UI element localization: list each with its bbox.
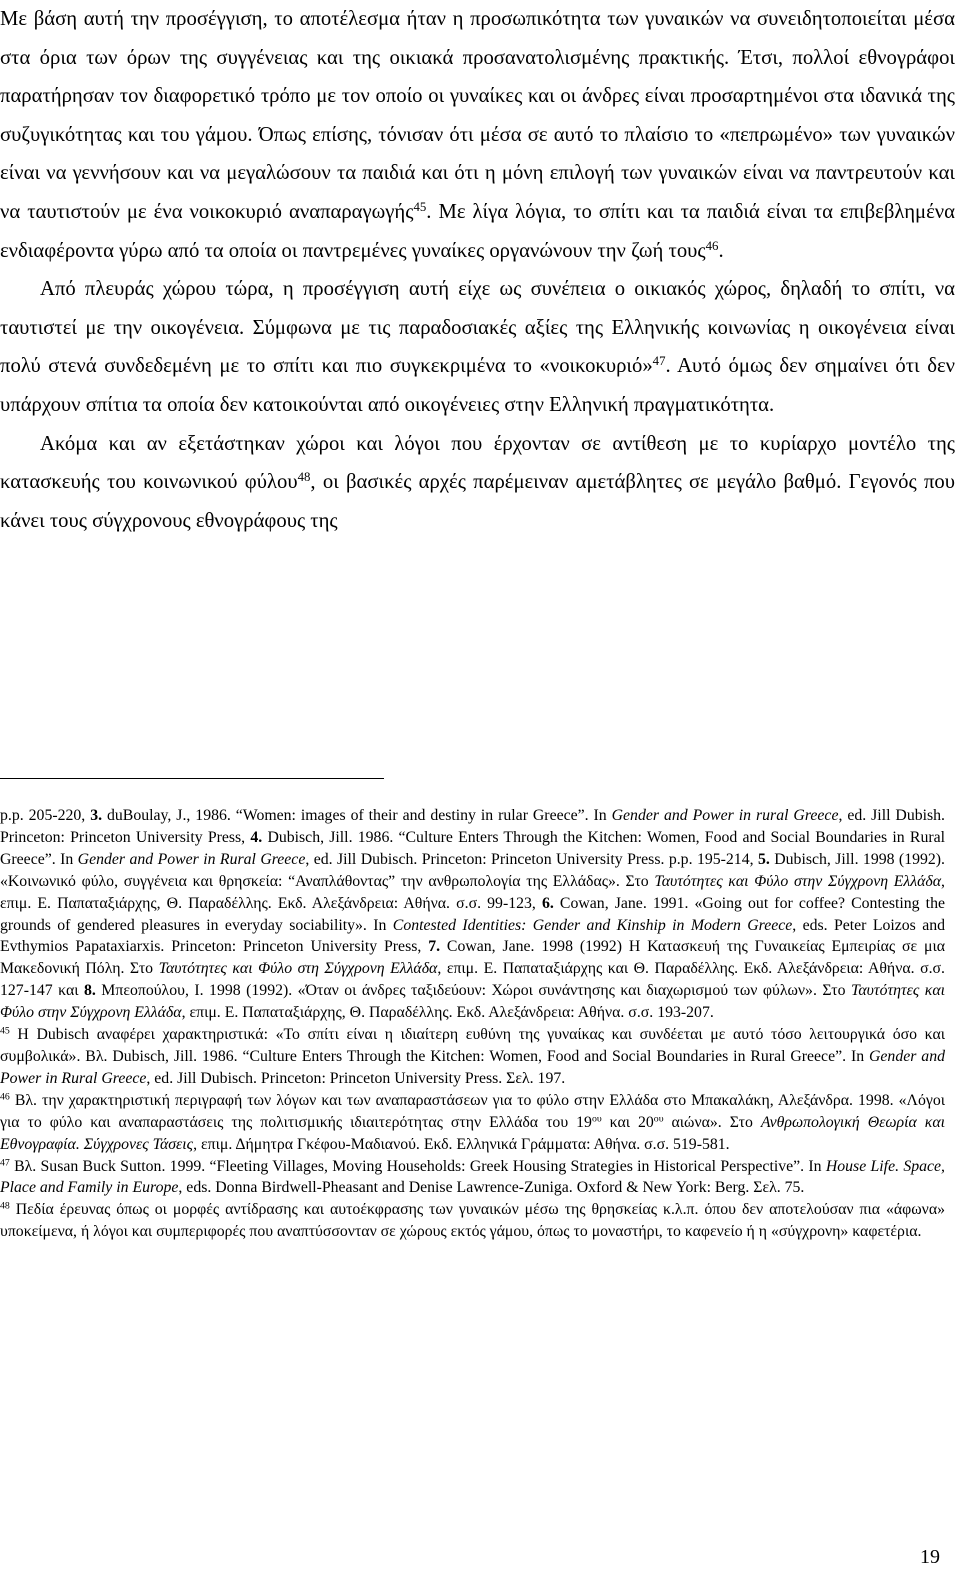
footnote-45: [0, 1024, 945, 1090]
fn-title: Gender and Power in Rural Greece: [0, 1047, 945, 1087]
ordinal-suffix: ου: [591, 1113, 602, 1125]
fn-text: Μπεοπούλου, Ι. 1998 (1992). «Όταν οι άνδρες ταξιδεύουν: Χώροι συνάντησης και διαχωρισμού των φύλων». Στο: [95, 982, 852, 1000]
paragraph-3-text: Ακόμα και αν εξετάστηκαν χώροι και λόγοι που έρχονταν σε αντίθεση με το κυρίαρχο μοντέλο της κατασκευής του κοινωνικού φύλου: [0, 432, 955, 494]
fn-title: Ανθρωπολογική Θεωρία και Εθνογραφία. Σύγχρονες Τάσεις: [0, 1113, 945, 1153]
fn-title: Ταυτότητες και Φύλο στην Σύγχρονη Ελλάδα: [0, 982, 946, 1022]
body-text: [0, 0, 955, 540]
footnote-46: [0, 1090, 945, 1156]
footnote-ref-48[interactable]: 48: [297, 470, 311, 485]
fn-text: Dubisch, Jill. 1998 (1992). «Κοινωνικό φύλο, συγγένεια και θρησκεία: “Αναπλάθοντας” την ανθρωπολογία της Ελλάδας». Στο: [0, 850, 946, 890]
paragraph-1-text: Με βάση αυτή την προσέγγιση, το αποτέλεσμα ήταν η προσωπικότητα των γυναικών να συνειδητοποιείται μέσα στα όρια των όρων της συγγένειας και της οικιακά προσανατολισμένης πρακτικής. Έτσι, πολλοί εθνογράφοι παρατήρησαν τον διαφορετικό τρόπο με τον οποίο οι γυναίκες και οι άνδρες είναι προσαρτημένοι στα ιδανικά της συζυγικότητας και του γάμου. Όπως επίσης, τόνισαν ότι μέσα σε αυτό το πλαίσιο το «πεπρωμένο» των γυναικών είναι να γεννήσουν και να μεγαλώσουν τα παιδιά και ότι η μόνη επιλογή των γυναικών είναι να παντρευτούν και να ταυτιστούν με ένα νοικοκυριό αναπαραγωγής: [0, 8, 955, 223]
fn-text: , eds. Peter Loizos and Evthymios Papataxiarxis. Princeton: Princeton University Press,: [0, 916, 945, 956]
footnote-number: 45: [0, 1025, 10, 1037]
paragraph-1-text-cont: . Με λίγα λόγια, το σπίτι και τα παιδιά είναι τα επιβεβλημένα ενδιαφέροντα γύρω από τα οποία οι παντρεμένες γυναίκες οργανώνουν την ζωή τους: [0, 200, 955, 262]
paragraph-2-text-cont: . Αυτό όμως δεν σημαίνει ότι δεν υπάρχουν σπίτια τα οποία δεν κατοικούνται από οικογένειες στην Ελληνική πραγματικότητα.: [0, 355, 955, 416]
footnote-48: [0, 1199, 945, 1243]
fn-text: , eds. Donna Birdwell-Pheasant and Denise Lawrence-Zuniga. Oxford & New York: Berg. Σελ. 75.: [178, 1179, 805, 1197]
footnote-separator: [0, 778, 384, 779]
fn-text: p.p. 205-220,: [0, 807, 91, 824]
page-number: 19: [920, 1546, 940, 1568]
fn-title: Gender and Power in rural Greece: [611, 807, 839, 824]
fn-text: , επιμ. Ε. Παπαταξιάρχης, Θ. Παραδέλλης. Εκδ. Αλεξάνδρεια: Αθήνα. σ.σ. 193-207.: [181, 1004, 714, 1022]
footnote-ref-45[interactable]: 45: [413, 199, 427, 214]
footnote-number: 46: [0, 1091, 10, 1103]
fn-text: Πεδία έρευνας όπως οι μορφές αντίδρασης και αυτοέκφρασης των γυναικών μέσω της θρησκείας κ.λ.π. όπου δεν αποτελούσαν πια «άφωνα» υποκείμενα, ή λόγοι και συμπεριφορές που αναπτύσσονταν σε χώρους εκτός γάμου, όπως το μοναστήρι, το καφενείο ή η «σύγχρονη» καφετέρια.: [0, 1201, 945, 1241]
footnote-ref-47[interactable]: 47: [652, 354, 666, 369]
fn-text: και 20: [601, 1113, 654, 1131]
fn-text: , ed. Jill Dubisch. Princeton: Princeton University Press. Σελ. 197.: [146, 1069, 566, 1087]
ref-number: 4.: [250, 828, 263, 846]
paragraph-3: [0, 425, 955, 541]
fn-text: , ed. Jill Dubish. Princeton: Princeton University Press,: [0, 807, 946, 846]
ref-number: 7.: [428, 938, 441, 956]
fn-text: Dubisch, Jill. 1986. “Culture Enters Through the Kitchen: Women, Food and Social Boundaries in Rural Greece”. In: [0, 828, 946, 868]
footnotes: [0, 805, 945, 1243]
fn-text: , επιμ. Ε. Παπαταξιάρχης και Θ. Παραδέλλης. Εκδ. Αλεξάνδρεια: Αθήνα. σ.σ. 127-147 και: [0, 960, 946, 1000]
paragraph-2-text: Από πλευράς χώρου τώρα, η προσέγγιση αυτή είχε ως συνέπεια ο οικιακός χώρος, δηλαδή το σπίτι, να ταυτιστεί με την οικογένεια. Σύμφωνα με τις παραδοσιακές αξίες της Ελληνικής κοινωνίας η οικογένεια είναι πολύ στενά συνδεδεμένη με το σπίτι και πιο συγκεκριμένα το «νοικοκυριό»: [0, 278, 955, 378]
fn-text: duBoulay, J., 1986. “Women: images of their and destiny in rular Greece”. In: [102, 807, 612, 824]
ref-number: 5.: [757, 850, 770, 868]
fn-text: Βλ. Susan Buck Sutton. 1999. “Fleeting Villages, Moving Households: Greek Housing Strategies in Historical Perspective”. In: [9, 1157, 826, 1175]
fn-title: House Life. Space, Place and Family in Europe: [0, 1157, 945, 1197]
ref-number: 3.: [90, 807, 103, 824]
fn-text: , επιμ. Δήμητρα Γκέφου-Μαδιανού. Εκδ. Ελληνικά Γράμματα: Αθήνα. σ.σ. 519-581.: [193, 1135, 730, 1153]
fn-title: Ταυτότητες και Φύλο στη Σύγχρονη Ελλάδα: [158, 960, 438, 978]
fn-title: Ταυτότητες και Φύλο στην Σύγχρονη Ελλάδα: [654, 872, 942, 890]
footnote-number: 47: [0, 1157, 10, 1169]
fn-text: , επιμ. Ε. Παπαταξιάρχης, Θ. Παραδέλλης. Εκδ. Αλεξάνδρεια: Αθήνα. σ.σ. 99-123,: [0, 872, 945, 912]
footnote-continuation: [0, 805, 945, 1024]
paragraph-1: [0, 0, 955, 270]
ref-number: 8.: [83, 982, 96, 1000]
footnote-number: 48: [0, 1200, 10, 1212]
paragraph-2: [0, 270, 955, 424]
fn-text: Cowan, Jane. 1991. «Going out for coffee? Contesting the grounds of gendered pleasures in everyday sociability». In: [0, 894, 945, 934]
footnote-47: [0, 1156, 945, 1200]
paragraph-3-text-cont: , οι βασικές αρχές παρέμειναν αμετάβλητες σε μεγάλο βαθμό. Γεγονός που κάνει τους σύγχρονους εθνογράφους της: [0, 471, 955, 532]
fn-text: , ed. Jill Dubisch. Princeton: Princeton University Press. p.p. 195-214,: [305, 850, 758, 868]
ordinal-suffix: ου: [653, 1113, 664, 1125]
fn-text: αιώνα». Στο: [663, 1113, 761, 1131]
fn-title: Contested Identities: Gender and Kinship in Modern Greece: [392, 916, 793, 934]
footnote-ref-46[interactable]: 46: [705, 238, 719, 253]
ref-number: 6.: [541, 894, 554, 912]
fn-text: Cowan, Jane. 1998 (1992) Η Κατασκευή της Γυναικείας Εμπειρίας σε μια Μακεδονική Πόλη. Στο: [0, 938, 945, 978]
fn-text: Βλ. την χαρακτηριστική περιγραφή των λόγων και των αναπαραστάσεων για το φύλο στην Ελλάδα στο Μπακαλάκη, Αλεξάνδρα. 1998. «Λόγοι για το φύλο και αναπαραστάσεις της πολιτισμικής ιδιαιτερότητας στην Ελλάδα του 19: [0, 1091, 945, 1131]
fn-text: Η Dubisch αναφέρει χαρακτηριστικά: «Το σπίτι είναι η ιδιαίτερη ευθύνη της γυναίκας και συνδέεται με αυτό τόσο λειτουργικά όσο και συμβολικά». Βλ. Dubisch, Jill. 1986. “Culture Enters Through the Kitchen: Women, Food and Social Boundaries in Rural Greece”. In: [0, 1026, 945, 1065]
fn-title: Gender and Power in Rural Greece: [77, 850, 306, 868]
paragraph-1-end: .: [718, 239, 724, 262]
